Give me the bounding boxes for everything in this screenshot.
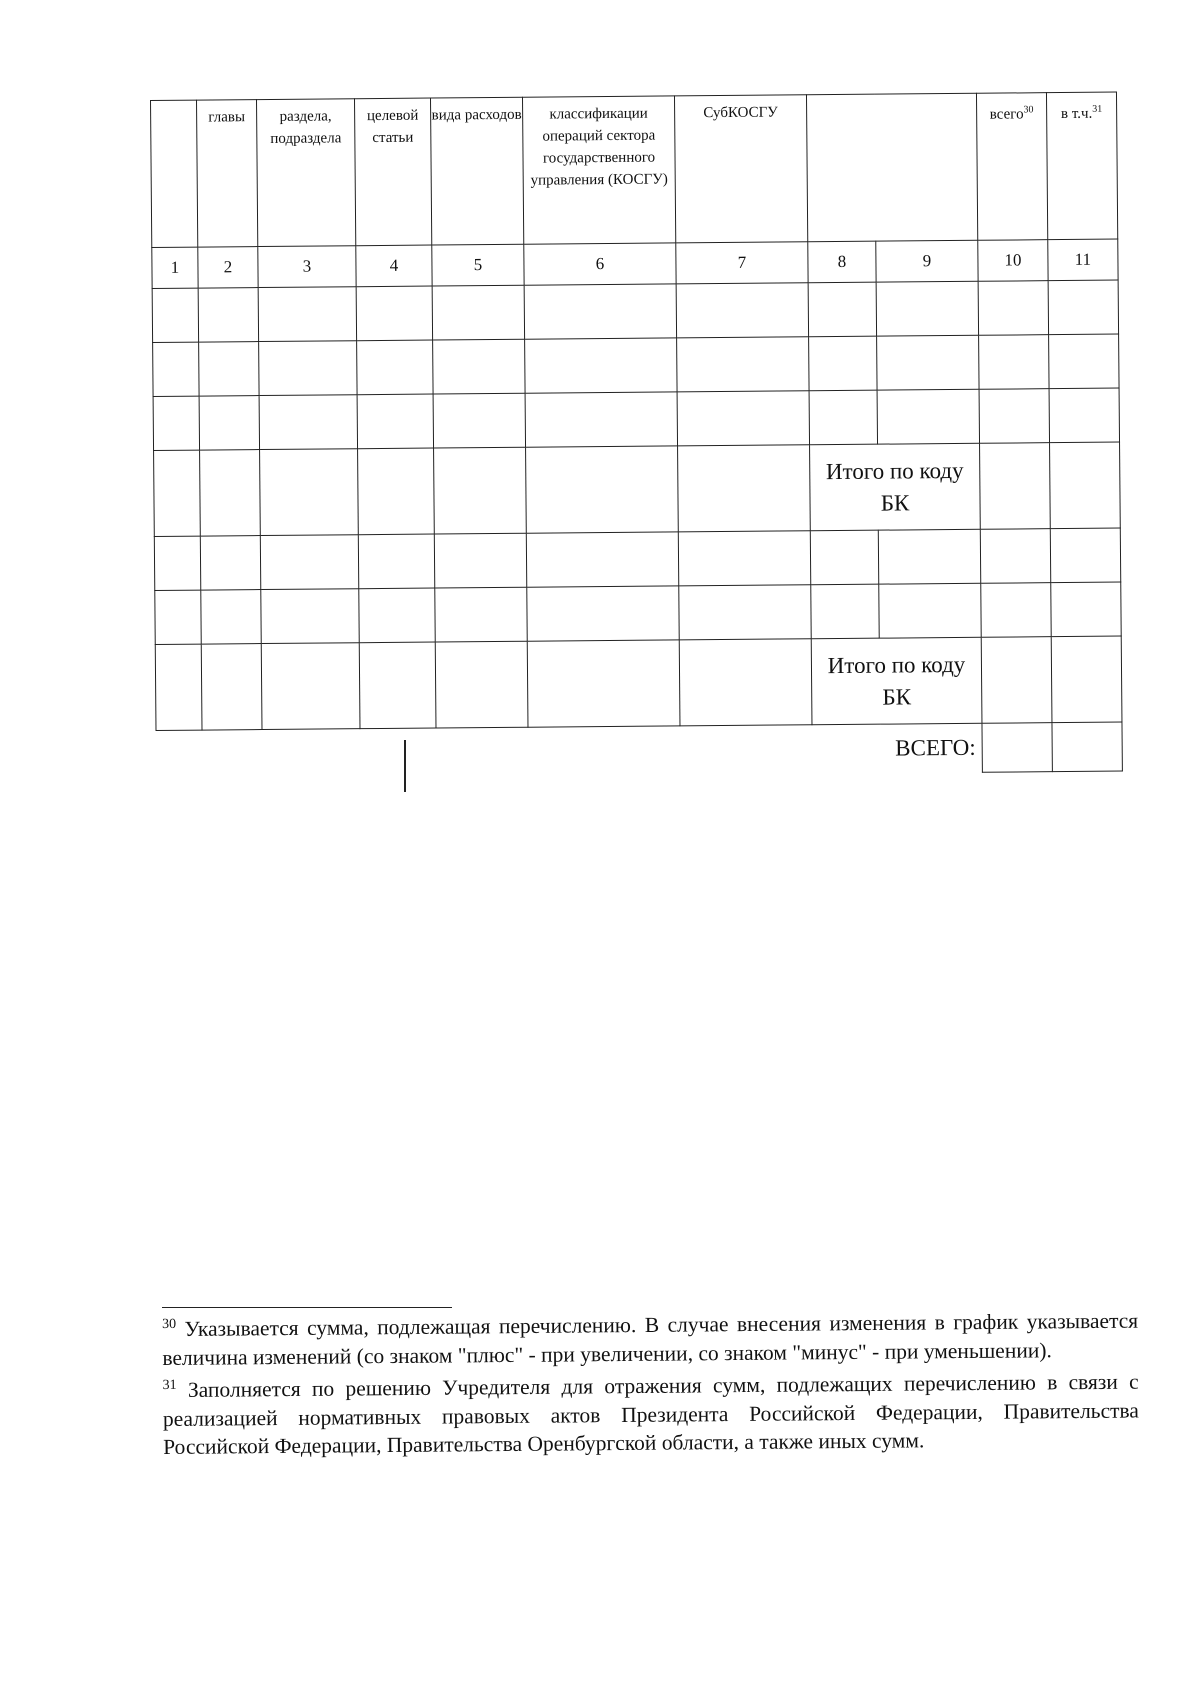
- table-row: [153, 334, 1119, 396]
- table-cell[interactable]: [1048, 280, 1118, 335]
- table-cell[interactable]: [435, 641, 528, 728]
- header-cell-target-article: целевой статьи: [354, 98, 431, 246]
- table-cell[interactable]: [357, 340, 433, 395]
- grand-total-cell[interactable]: [982, 723, 1052, 773]
- payment-schedule-table: [150, 92, 1123, 780]
- header-cell-including: [1046, 92, 1117, 240]
- table-cell[interactable]: [878, 529, 980, 584]
- table-cell[interactable]: [359, 588, 435, 643]
- table-cell[interactable]: [810, 530, 878, 585]
- column-number: 6: [524, 243, 676, 285]
- table-cell[interactable]: [434, 447, 527, 534]
- table-cell[interactable]: [1049, 388, 1119, 443]
- table-cell[interactable]: [154, 536, 200, 590]
- footnote-ref-31: 31: [1092, 103, 1103, 115]
- table-cell[interactable]: [811, 584, 879, 639]
- table-row: [154, 528, 1120, 590]
- table-cell[interactable]: [433, 393, 525, 448]
- table-cell[interactable]: [200, 450, 261, 537]
- grand-total-including-cell[interactable]: [1052, 722, 1122, 772]
- table-cell[interactable]: [980, 529, 1050, 584]
- table-cell[interactable]: [435, 587, 527, 642]
- table-cell[interactable]: [678, 531, 810, 586]
- table-cell[interactable]: [679, 639, 812, 726]
- header-cell-section: раздела, подраздела: [257, 99, 356, 247]
- footnote-number: 30: [162, 1316, 177, 1332]
- footnote-ref-30: 30: [1023, 104, 1034, 116]
- table-cell[interactable]: [434, 533, 526, 588]
- table-cell[interactable]: [879, 583, 981, 638]
- header-including-label: в т.ч.: [1060, 105, 1093, 123]
- table-cell[interactable]: [359, 642, 436, 729]
- column-number: 2: [198, 247, 258, 289]
- subtotal-including-cell[interactable]: [1051, 636, 1122, 723]
- footnote-text: Заполняется по решению Учредителя для отражения сумм, подлежащих перечислению в связи с реализацией нормативных правовых актов Президента Российской Федерации, Правительства Российской Федерации, Правительства Оренбургской области, а также иных сумм.: [162, 1369, 1140, 1460]
- header-cell-total: [976, 93, 1047, 241]
- table-cell[interactable]: [525, 392, 677, 447]
- subtotal-row: [154, 442, 1121, 536]
- table-row: [155, 582, 1121, 644]
- table-cell[interactable]: [155, 590, 201, 644]
- table-cell[interactable]: [199, 342, 259, 397]
- table-cell[interactable]: [979, 335, 1049, 390]
- table-cell[interactable]: [677, 337, 809, 392]
- column-number: 8: [808, 241, 876, 283]
- grand-total-label: ВСЕГО:: [895, 734, 976, 761]
- table-cell[interactable]: [524, 284, 676, 339]
- table-cell[interactable]: [357, 394, 433, 449]
- column-number: 9: [876, 240, 978, 282]
- table-cell[interactable]: [979, 389, 1049, 444]
- table-cell[interactable]: [809, 336, 877, 391]
- grand-total-spacer: [156, 723, 982, 779]
- table-cell[interactable]: [259, 341, 357, 396]
- header-cell-8-9: [806, 93, 977, 241]
- column-number: 1: [152, 247, 198, 288]
- header-cell-1: [151, 100, 198, 247]
- table-cell[interactable]: [200, 536, 260, 591]
- table-header-row: [151, 92, 1118, 247]
- table-cell[interactable]: [261, 589, 359, 644]
- table-cell[interactable]: [981, 583, 1051, 638]
- column-number: 11: [1048, 239, 1118, 281]
- table-cell[interactable]: [152, 288, 198, 342]
- table-cell[interactable]: [153, 396, 199, 450]
- table-cell[interactable]: [877, 389, 979, 444]
- table-cell[interactable]: [358, 448, 435, 535]
- table-cell[interactable]: [527, 640, 680, 727]
- subtotal-row: [155, 636, 1122, 730]
- table-cell[interactable]: [155, 644, 202, 730]
- header-cell-kosgu: классификации операций сектора государственного управления (КОСГУ): [522, 96, 675, 244]
- table-cell[interactable]: [358, 534, 434, 589]
- footnotes: [162, 1302, 1139, 1461]
- table-cell[interactable]: [679, 585, 811, 640]
- table-row: [153, 388, 1119, 450]
- table-cell[interactable]: [1049, 334, 1119, 389]
- table-cell[interactable]: [432, 285, 524, 340]
- table-cell[interactable]: [808, 282, 876, 337]
- table-cell[interactable]: [198, 288, 258, 343]
- column-number: 4: [356, 245, 432, 287]
- header-total-label: всего: [989, 106, 1024, 123]
- table-cell[interactable]: [677, 391, 809, 446]
- table-cell[interactable]: [525, 338, 677, 393]
- table-cell[interactable]: [809, 390, 877, 445]
- table-cell[interactable]: [676, 283, 808, 338]
- footnote-number: 31: [162, 1378, 177, 1394]
- footnote-31: [163, 1364, 1140, 1462]
- subtotal-label: Итого по коду БК: [811, 637, 982, 724]
- header-cell-expense-type: вида расходов: [430, 97, 523, 245]
- column-number: 7: [676, 242, 808, 284]
- column-number: 3: [258, 246, 356, 288]
- table-cell[interactable]: [201, 590, 261, 645]
- table-cell[interactable]: [877, 335, 979, 390]
- table-cell[interactable]: [526, 446, 679, 533]
- table-cell[interactable]: [201, 644, 262, 731]
- table-cell[interactable]: [261, 643, 360, 730]
- table-cell[interactable]: [1050, 528, 1120, 583]
- table-cell[interactable]: [154, 450, 201, 536]
- table-cell[interactable]: [678, 445, 811, 532]
- table-cell[interactable]: [978, 281, 1048, 336]
- header-cell-subkosgu: СубКОСГУ: [674, 95, 807, 243]
- table-cell[interactable]: [199, 396, 259, 451]
- subtotal-including-cell[interactable]: [1050, 442, 1121, 529]
- table-cell[interactable]: [433, 339, 525, 394]
- table-row: [152, 280, 1118, 342]
- subtotal-total-cell[interactable]: [981, 637, 1052, 724]
- table-stub-line: [404, 740, 406, 792]
- table-cell[interactable]: [258, 287, 356, 342]
- column-number: 5: [432, 244, 524, 286]
- column-number: 10: [978, 240, 1048, 282]
- table-cell[interactable]: [259, 395, 357, 450]
- table-cell[interactable]: [1051, 582, 1121, 637]
- footnote-30: [162, 1302, 1138, 1372]
- grand-total-row: [156, 722, 1122, 779]
- table-cell[interactable]: [153, 342, 199, 396]
- table-cell[interactable]: [527, 586, 679, 641]
- table-cell[interactable]: [526, 532, 678, 587]
- table-cell[interactable]: [260, 449, 359, 536]
- subtotal-label: Итого по коду БК: [810, 443, 981, 530]
- table-cell[interactable]: [260, 535, 358, 590]
- footnote-text: Указывается сумма, подлежащая перечислению. В случае внесения изменения в график указывается величина изменений (со знаком "плюс" - при увеличении, со знаком "минус" - при уменьшении).: [162, 1308, 1139, 1370]
- table-cell[interactable]: [356, 286, 432, 341]
- table-cell[interactable]: [876, 281, 978, 336]
- subtotal-total-cell[interactable]: [980, 443, 1051, 530]
- header-cell-chapter: главы: [197, 100, 258, 248]
